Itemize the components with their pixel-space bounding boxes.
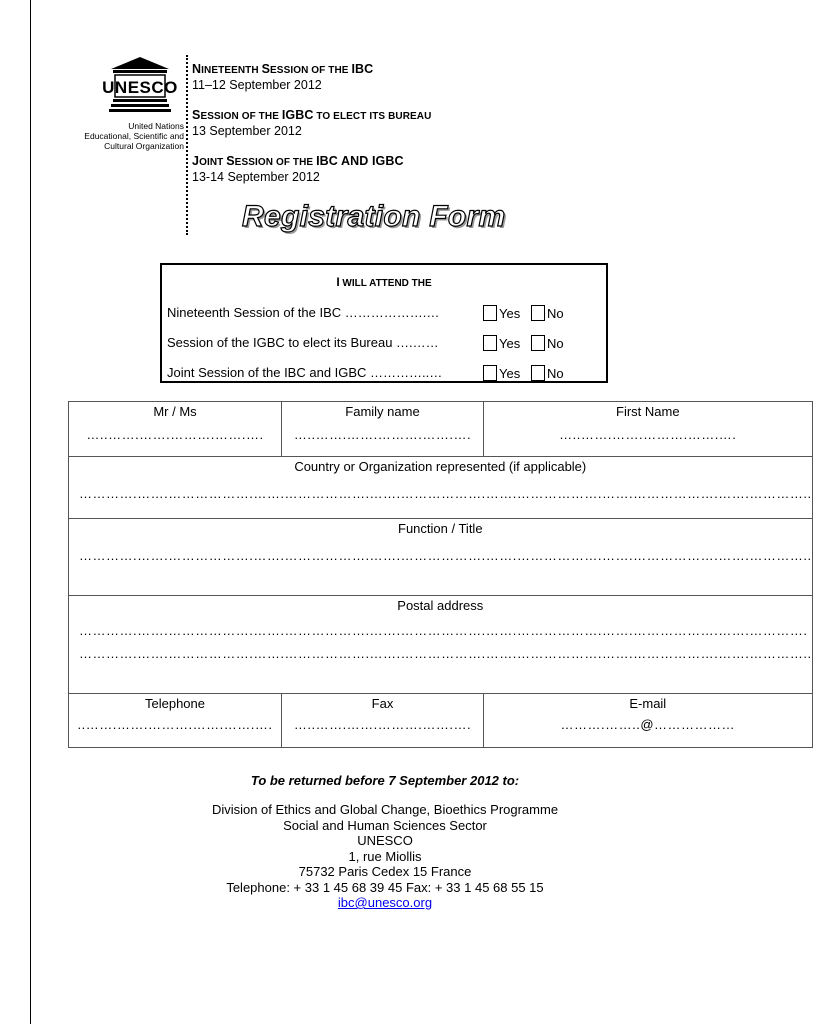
attend-row-label: Session of the IGBC to elect its Bureau ….…… — [167, 335, 439, 350]
field-dots: ………….…….……………….…….……………….…….……………….…….……………….…….……………….…….…………. — [79, 623, 808, 638]
contact-row — [69, 694, 813, 748]
field-dots: ..…….…….……….…….…….…. — [77, 717, 273, 732]
field-label: Family name — [345, 404, 420, 419]
return-address — [0, 802, 770, 911]
first-name-field[interactable] — [484, 402, 813, 457]
family-name-field[interactable] — [282, 402, 484, 457]
registration-details-table — [68, 401, 813, 748]
yes-label: Yes — [499, 336, 521, 351]
yes-checkbox[interactable] — [483, 335, 497, 351]
logo-caption — [66, 121, 184, 151]
no-label: No — [547, 336, 564, 351]
no-checkbox[interactable] — [531, 305, 545, 321]
field-dots: ……….……..@……………… — [560, 717, 736, 732]
yes-label: Yes — [499, 306, 521, 321]
field-label: First Name — [616, 404, 680, 419]
address-line: 75732 Paris Cedex 15 France — [298, 864, 472, 879]
address-line: 1, rue Miollis — [348, 848, 422, 864]
header-separator — [186, 55, 188, 235]
unesco-temple-icon — [102, 55, 178, 117]
field-dots: ………….…….……………….…….……………….…….……………….…….……………….…….……………….…….………….. — [79, 646, 812, 661]
yes-label: Yes — [499, 366, 521, 381]
field-label: E-mail — [629, 696, 667, 711]
attend-row-ibc — [167, 305, 606, 323]
attend-row-joint — [167, 365, 606, 383]
session-date: 11–12 September 2012 — [192, 78, 322, 92]
no-label: No — [547, 306, 564, 321]
attendance-heading: I WILL ATTEND THE — [336, 275, 432, 289]
telephone-field[interactable] — [69, 694, 282, 748]
session-title: SESSION OF THE IGBC TO ELECT ITS BUREAU — [192, 108, 432, 122]
attend-row-label: Joint Session of the IBC and IGBC …………..… — [167, 365, 443, 380]
field-label: Function / Title — [398, 521, 483, 536]
field-label: Mr / Ms — [153, 404, 197, 419]
address-line: UNESCO — [357, 833, 413, 848]
unesco-acronym: UNESCO — [102, 78, 178, 97]
address-line: Division of Ethics and Global Change, Bioethics Programme — [211, 802, 559, 817]
no-checkbox[interactable] — [531, 335, 545, 351]
session-title: NINETEENTH SESSION OF THE IBC — [192, 62, 374, 76]
logo-caption-line: United Nations — [128, 121, 184, 131]
function-row — [69, 519, 813, 596]
form-title: Registration Form — [242, 200, 506, 233]
logo-caption-line: Cultural Organization — [104, 141, 184, 151]
field-label: Fax — [371, 696, 394, 711]
session-joint — [192, 154, 404, 185]
field-label: Country or Organization represented (if applicable) — [294, 459, 587, 474]
field-label: Telephone — [145, 696, 205, 711]
email-field[interactable] — [484, 694, 813, 748]
email-link[interactable]: ibc@unesco.org — [337, 895, 433, 910]
attendance-box — [160, 263, 608, 383]
address-line: Telephone: + 33 1 45 68 39 45 Fax: + 33 1 45 68 55 15 — [226, 879, 544, 895]
field-dots: …..…….…….……….…….…. — [559, 427, 737, 442]
field-dots: ………….…….……………….…….……………….…….……………….…….……………….…….……………….…….………….. — [79, 548, 812, 563]
return-note: To be returned before 7 September 2012 to: — [250, 773, 520, 788]
yes-checkbox[interactable] — [483, 365, 497, 381]
field-dots: …..…….…….……….…….…. — [293, 427, 472, 442]
field-label: Postal address — [397, 598, 484, 613]
session-ibc — [192, 62, 373, 93]
name-row — [69, 402, 813, 457]
unesco-logo — [66, 55, 184, 151]
session-title: JOINT SESSION OF THE IBC AND IGBC — [192, 154, 404, 168]
postal-row — [69, 596, 813, 694]
title-field[interactable] — [69, 402, 282, 457]
session-igbc — [192, 108, 431, 139]
address-line: Social and Human Sciences Sector — [283, 817, 487, 833]
country-row — [69, 457, 813, 519]
yes-checkbox[interactable] — [483, 305, 497, 321]
logo-caption-line: Educational, Scientific and — [84, 131, 184, 141]
fax-field[interactable] — [282, 694, 484, 748]
session-date: 13 September 2012 — [192, 124, 302, 138]
no-checkbox[interactable] — [531, 365, 545, 381]
field-dots: …..…….…….……….…….…. — [293, 717, 472, 732]
session-date: 13-14 September 2012 — [192, 170, 320, 184]
attend-row-label: Nineteenth Session of the IBC ……………….… — [167, 305, 440, 320]
postal-address-field[interactable] — [69, 596, 813, 694]
attend-row-igbc — [167, 335, 606, 353]
field-dots: …..…….…….……….…….…. — [86, 427, 264, 442]
country-field[interactable] — [69, 457, 813, 519]
field-dots: ………….…….……………….…….……………….…….……………….…….……………….…….……………….…….………….. — [79, 486, 812, 501]
function-field[interactable] — [69, 519, 813, 596]
no-label: No — [547, 366, 564, 381]
